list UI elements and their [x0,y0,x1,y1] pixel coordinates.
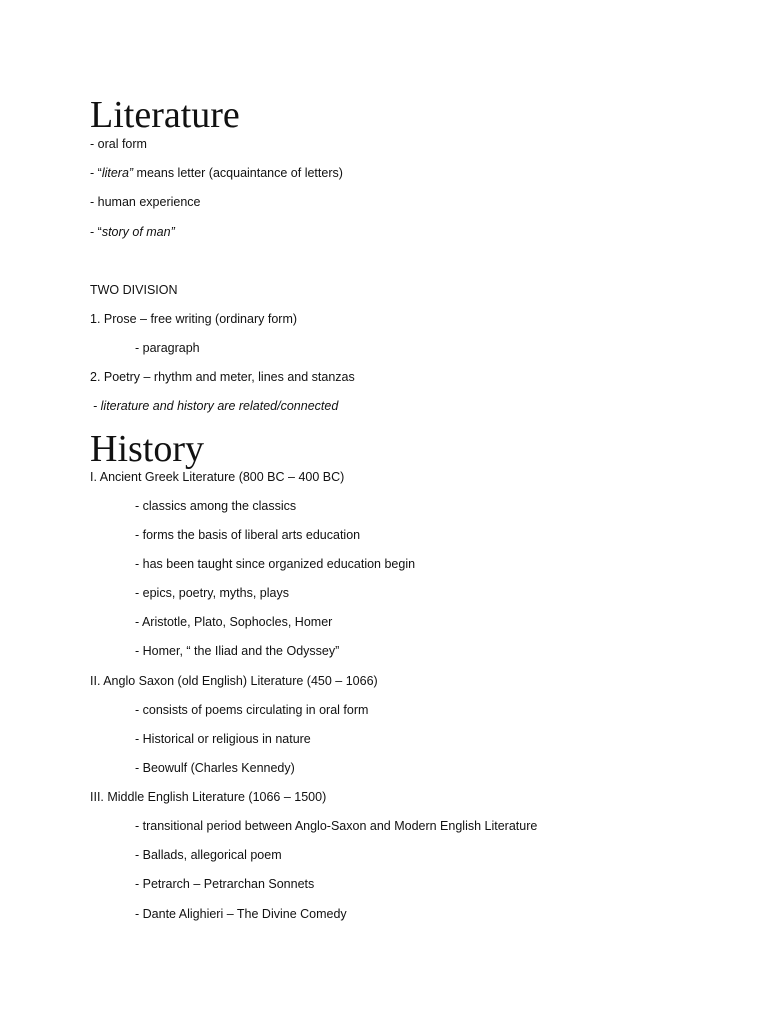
period-item: - Petrarch – Petrarchan Sonnets [135,877,315,891]
history-title: History [90,428,204,470]
division-heading: TWO DIVISION [90,283,178,297]
period-item: - consists of poems circulating in oral form [135,703,369,717]
literature-point-oral-form: - oral form [90,137,147,151]
literature-title: Literature [90,94,240,136]
period-item: - classics among the classics [135,499,297,513]
period-item: - epics, poetry, myths, plays [135,586,289,600]
literature-history-note: - literature and history are related/connected [93,399,339,413]
period-heading-middle-english: III. Middle English Literature (1066 – 1500) [90,790,327,804]
division-prose-sub: - paragraph [135,341,200,355]
division-prose: 1. Prose – free writing (ordinary form) [90,312,298,326]
period-item: - Historical or religious in nature [135,732,311,746]
period-item: - Dante Alighieri – The Divine Comedy [135,907,347,921]
period-item: - transitional period between Anglo-Saxon and Modern English Literature [135,819,538,833]
literature-point-story-of-man: - “story of man” [90,225,175,239]
literature-point-human-experience: - human experience [90,195,201,209]
period-heading-ancient-greek: I. Ancient Greek Literature (800 BC – 400 BC) [90,470,345,484]
literature-point-litera: - “litera” means letter (acquaintance of letters) [90,166,343,180]
division-poetry: 2. Poetry – rhythm and meter, lines and stanzas [90,370,355,384]
period-item: - Ballads, allegorical poem [135,848,282,862]
period-heading-anglo-saxon: II. Anglo Saxon (old English) Literature (450 – 1066) [90,674,378,688]
period-item: - forms the basis of liberal arts education [135,528,361,542]
period-item: - Homer, “ the Iliad and the Odyssey” [135,644,340,658]
period-item: - has been taught since organized education begin [135,557,416,571]
period-item: - Beowulf (Charles Kennedy) [135,761,295,775]
period-item: - Aristotle, Plato, Sophocles, Homer [135,615,333,629]
